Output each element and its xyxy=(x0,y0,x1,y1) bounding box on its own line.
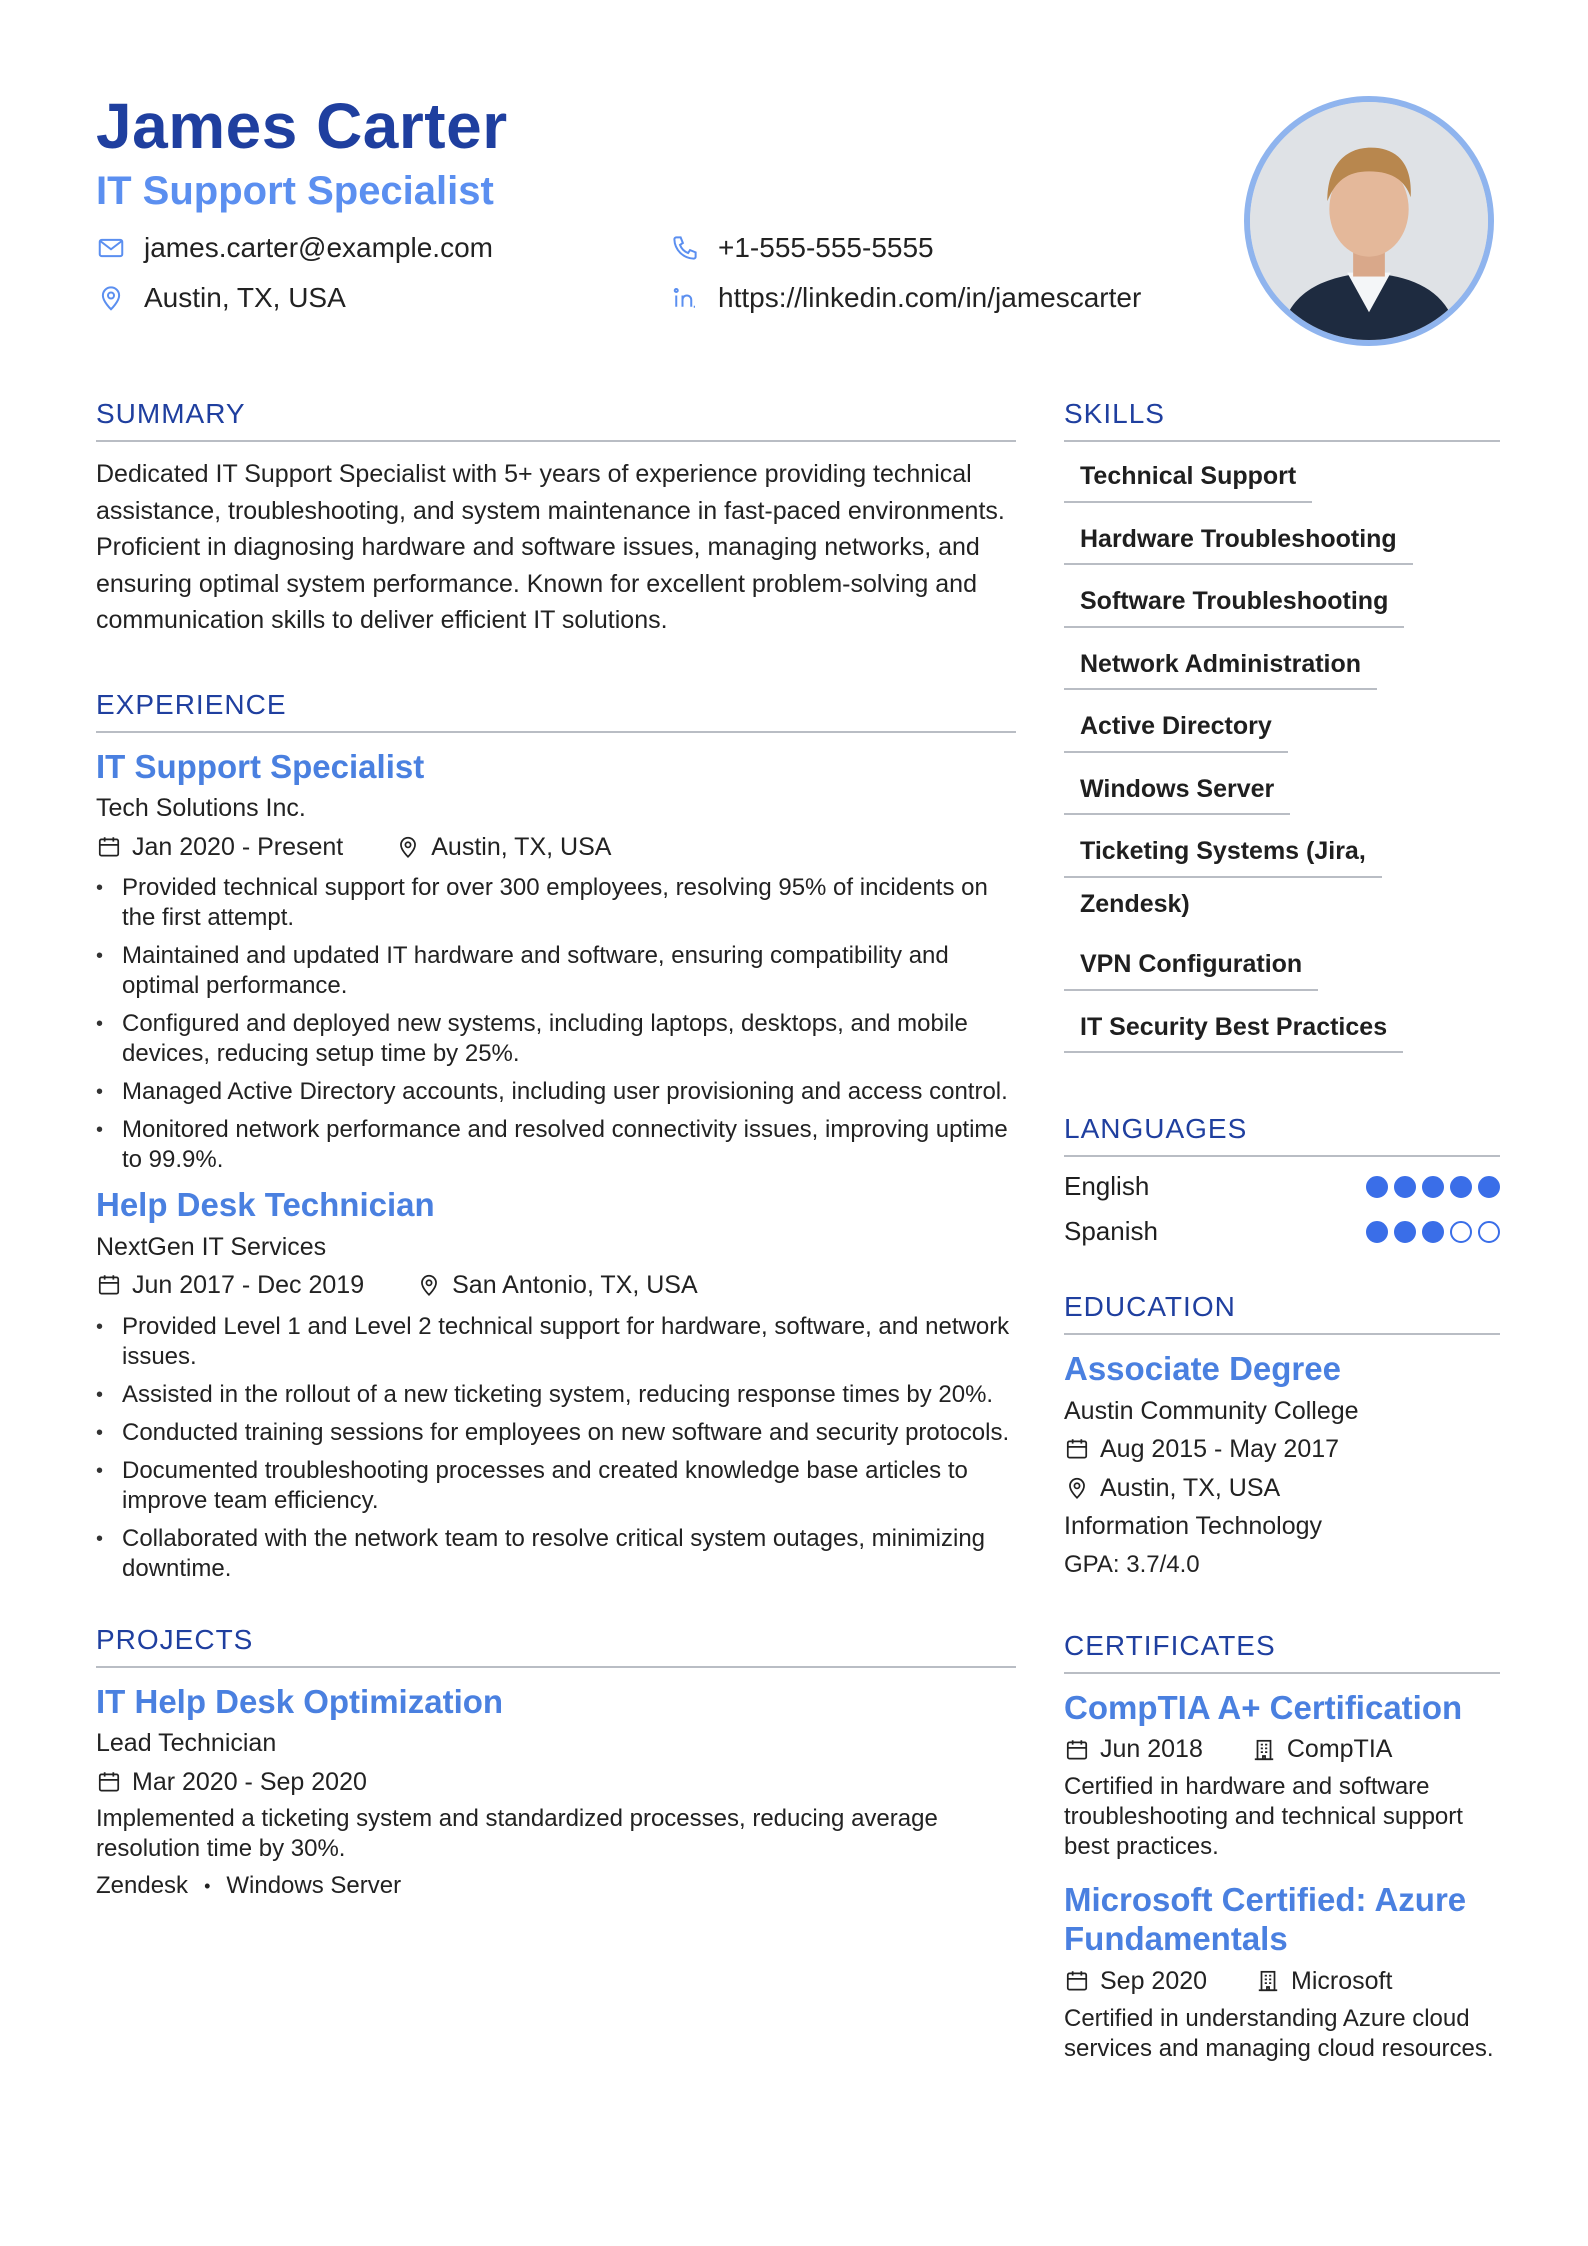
job-location xyxy=(416,1269,698,1302)
project-title: IT Help Desk Optimization xyxy=(96,1682,504,1720)
building-icon xyxy=(1255,1968,1281,1994)
skills-heading: SKILLS xyxy=(1064,398,1500,442)
calendar-icon xyxy=(96,834,122,860)
job-dates-text: Jun 2017 - Dec 2019 xyxy=(132,1271,365,1300)
certificate-title: Microsoft Certified: Azure Fundamentals xyxy=(1064,1880,1467,1958)
summary-text: Dedicated IT Support Specialist with 5+ years of experience providing technical assistance, troubleshooting, and system maintenance in fast-paced environments. Proficient in diagnosing hardware and software issues, managing networks, and ensuring optimal system performance. Known for excellent problem-solving and communication skills to deliver efficient IT solutions. xyxy=(96,460,1005,634)
tag-separator: • xyxy=(204,1875,211,1896)
calendar-icon xyxy=(1064,1968,1090,1994)
level-dot-filled xyxy=(1422,1176,1444,1198)
job-dates xyxy=(96,1269,364,1302)
location-pin-icon xyxy=(416,1272,442,1298)
certificate-issuer xyxy=(1251,1733,1393,1766)
skills-section xyxy=(1064,398,1500,1069)
job-title: IT Support Specialist xyxy=(96,747,425,785)
contact-email[interactable] xyxy=(96,232,493,264)
project-meta xyxy=(96,1766,1016,1799)
profile-photo xyxy=(1244,96,1494,346)
skill-item: Technical Support xyxy=(1064,456,1312,503)
projects-section xyxy=(96,1624,1016,1901)
job-title: Help Desk Technician xyxy=(96,1186,435,1224)
language-name: Spanish xyxy=(1064,1216,1158,1246)
certificate-date-text: Jun 2018 xyxy=(1100,1735,1203,1764)
calendar-icon xyxy=(1064,1436,1090,1462)
list-item: • Collaborated with the network team to resolve critical system outages, minimizing downtime. xyxy=(96,1524,1016,1584)
experience-item xyxy=(96,1185,1016,1584)
education-location xyxy=(1064,1472,1500,1505)
certificate-issuer-text: Microsoft xyxy=(1291,1967,1393,1996)
envelope-icon xyxy=(96,233,126,263)
job-dates xyxy=(96,831,343,864)
language-level xyxy=(1366,1176,1500,1198)
skill-item: Hardware Troubleshooting xyxy=(1064,519,1413,566)
list-item: • Provided technical support for over 300 employees, resolving 95% of incidents on the first attempt. xyxy=(96,873,1016,933)
job-location-text: San Antonio, TX, USA xyxy=(452,1271,698,1300)
level-dot-filled xyxy=(1450,1176,1472,1198)
experience-heading: EXPERIENCE xyxy=(96,689,1016,733)
company-name: Tech Solutions Inc. xyxy=(96,794,306,823)
list-item: • Documented troubleshooting processes and created knowledge base articles to improve team efficiency. xyxy=(96,1456,1016,1516)
education-dates xyxy=(1064,1433,1500,1466)
phone-text: +1-555-555-5555 xyxy=(718,232,934,263)
level-dot-filled xyxy=(1366,1176,1388,1198)
left-column xyxy=(96,398,1016,1950)
list-item: • Maintained and updated IT hardware and software, ensuring compatibility and optimal performance. xyxy=(96,941,1016,1001)
project-tag: Zendesk xyxy=(96,1872,189,1900)
job-location-text: Austin, TX, USA xyxy=(431,832,612,861)
skill-item: VPN Configuration xyxy=(1064,944,1318,991)
certificate-description: Certified in hardware and software troubleshooting and technical support best practices. xyxy=(1064,1772,1463,1860)
summary-heading: SUMMARY xyxy=(96,398,1016,442)
contact-phone[interactable] xyxy=(670,232,934,264)
languages-heading: LANGUAGES xyxy=(1064,1113,1500,1157)
calendar-icon xyxy=(96,1272,122,1298)
company-name: NextGen IT Services xyxy=(96,1232,327,1261)
project-dates-text: Mar 2020 - Sep 2020 xyxy=(132,1767,367,1796)
skill-item: Windows Server xyxy=(1064,769,1290,816)
location-pin-icon xyxy=(395,834,421,860)
project-tag: Windows Server xyxy=(226,1872,402,1900)
certificate-description: Certified in understanding Azure cloud services and managing cloud resources. xyxy=(1064,2004,1494,2062)
certificate-item xyxy=(1064,1880,1500,2064)
location-text: Austin, TX, USA xyxy=(144,282,346,313)
job-meta xyxy=(96,831,1016,864)
certificates-section xyxy=(1064,1630,1500,2064)
language-row xyxy=(1064,1171,1500,1202)
degree-title: Associate Degree xyxy=(1064,1350,1341,1387)
language-level xyxy=(1366,1221,1500,1243)
certificate-date-text: Sep 2020 xyxy=(1100,1967,1208,1996)
experience-section xyxy=(96,689,1016,1584)
level-dot-filled xyxy=(1394,1176,1416,1198)
candidate-title: IT Support Specialist xyxy=(96,169,494,213)
email-text: james.carter@example.com xyxy=(144,232,493,263)
certificates-heading: CERTIFICATES xyxy=(1064,1630,1500,1674)
calendar-icon xyxy=(96,1769,122,1795)
job-bullets xyxy=(96,873,1016,1175)
job-meta xyxy=(96,1269,1016,1302)
location-pin-icon xyxy=(96,283,126,313)
list-item: • Monitored network performance and resolved connectivity issues, improving uptime to 99.9%. xyxy=(96,1115,1016,1175)
phone-icon xyxy=(670,233,700,263)
certificate-date xyxy=(1064,1733,1203,1766)
candidate-name: James Carter xyxy=(96,90,508,162)
level-dot-empty xyxy=(1450,1221,1472,1243)
certificate-title: CompTIA A+ Certification xyxy=(1064,1688,1463,1726)
job-bullets xyxy=(96,1312,1016,1584)
education-heading: EDUCATION xyxy=(1064,1291,1500,1335)
certificate-date xyxy=(1064,1965,1207,1998)
linkedin-text: https://linkedin.com/in/jamescarter xyxy=(718,282,1142,313)
summary-section xyxy=(96,398,1016,639)
linkedin-icon xyxy=(670,283,700,313)
location-pin-icon xyxy=(1064,1475,1090,1501)
job-location xyxy=(395,831,611,864)
certificate-meta xyxy=(1064,1965,1500,1998)
language-row xyxy=(1064,1216,1500,1247)
certificate-item xyxy=(1064,1688,1500,1862)
skill-item: Zendesk) xyxy=(1080,889,1190,918)
education-section xyxy=(1064,1291,1500,1580)
project-tags xyxy=(96,1872,1016,1900)
education-field: Information Technology xyxy=(1064,1512,1323,1541)
certificate-issuer xyxy=(1255,1965,1392,1998)
certificate-meta xyxy=(1064,1733,1500,1766)
level-dot-filled xyxy=(1422,1221,1444,1243)
list-item: • Assisted in the rollout of a new ticketing system, reducing response times by 20%. xyxy=(96,1380,1016,1410)
right-column xyxy=(1064,398,1500,2114)
skill-item: Network Administration xyxy=(1064,644,1377,691)
project-dates xyxy=(96,1766,367,1799)
skill-item: IT Security Best Practices xyxy=(1064,1007,1403,1054)
languages-section xyxy=(1064,1113,1500,1247)
list-item: • Provided Level 1 and Level 2 technical support for hardware, software, and network issues. xyxy=(96,1312,1016,1372)
school-name: Austin Community College xyxy=(1064,1396,1359,1425)
certificate-issuer-text: CompTIA xyxy=(1286,1735,1393,1764)
contact-location xyxy=(96,282,346,314)
education-dates-text: Aug 2015 - May 2017 xyxy=(1100,1435,1340,1464)
project-role: Lead Technician xyxy=(96,1729,277,1758)
list-item: • Conducted training sessions for employees on new software and security protocols. xyxy=(96,1418,1016,1448)
project-description: Implemented a ticketing system and standardized processes, reducing average resolution time by 30%. xyxy=(96,1805,938,1863)
level-dot-filled xyxy=(1394,1221,1416,1243)
list-item: • Configured and deployed new systems, including laptops, desktops, and mobile devices, reducing setup time by 25%. xyxy=(96,1009,1016,1069)
language-name: English xyxy=(1064,1171,1150,1201)
skill-item: Active Directory xyxy=(1064,706,1288,753)
list-item: • Managed Active Directory accounts, including user provisioning and access control. xyxy=(96,1077,1016,1107)
building-icon xyxy=(1251,1737,1277,1763)
skill-item: Software Troubleshooting xyxy=(1064,581,1404,628)
calendar-icon xyxy=(1064,1737,1090,1763)
job-dates-text: Jan 2020 - Present xyxy=(132,832,344,861)
experience-item xyxy=(96,747,1016,1176)
education-location-text: Austin, TX, USA xyxy=(1100,1473,1281,1502)
projects-heading: PROJECTS xyxy=(96,1624,1016,1668)
education-gpa: GPA: 3.7/4.0 xyxy=(1064,1550,1200,1578)
level-dot-empty xyxy=(1478,1221,1500,1243)
level-dot-filled xyxy=(1478,1176,1500,1198)
level-dot-filled xyxy=(1366,1221,1388,1243)
contact-linkedin[interactable] xyxy=(670,282,1141,314)
skill-item: Ticketing Systems (Jira, xyxy=(1064,831,1382,878)
person-portrait-icon xyxy=(1250,102,1488,340)
